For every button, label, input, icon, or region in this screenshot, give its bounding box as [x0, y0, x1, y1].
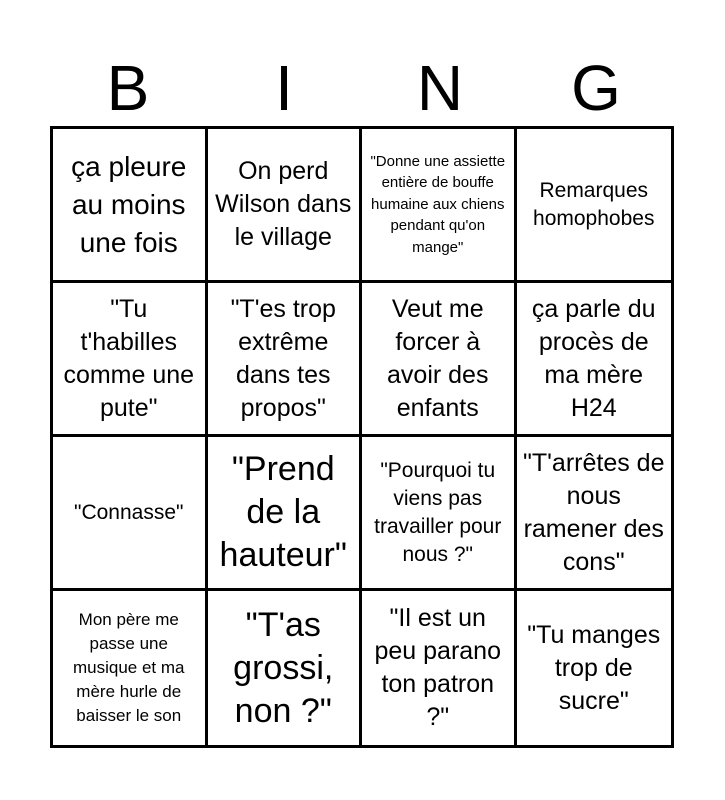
- bingo-cell[interactable]: [517, 591, 672, 745]
- title-letter-b: B: [106, 52, 150, 124]
- cell-text: "Prend de la hauteur": [219, 450, 347, 574]
- bingo-cell[interactable]: [53, 437, 208, 591]
- cell-text: "Tu manges trop de sucre": [527, 620, 661, 715]
- bingo-cell[interactable]: [517, 283, 672, 437]
- cell-text: Remarques homophobes: [533, 178, 655, 230]
- cell-text: Veut me forcer à avoir des enfants: [387, 294, 489, 422]
- cell-text: "Il est un peu parano ton patron ?": [374, 604, 501, 731]
- bingo-cell[interactable]: [362, 437, 517, 591]
- cell-text: "Tu t'habilles comme une pute": [63, 294, 195, 422]
- bingo-cell[interactable]: [208, 591, 363, 745]
- cell-text: "Donne une assiette entière de bouffe humaine aux chiens pendant qu'on mange": [370, 152, 506, 256]
- cell-text: "T'es trop extrême dans tes propos": [230, 294, 336, 422]
- bingo-cell[interactable]: [517, 437, 672, 591]
- title-letter-g: G: [571, 52, 621, 124]
- cell-text: ça pleure au moins une fois: [71, 150, 187, 258]
- cell-text: On perd Wilson dans le village: [215, 157, 352, 251]
- bingo-cell[interactable]: [208, 437, 363, 591]
- bingo-cell[interactable]: [53, 129, 208, 283]
- cell-text: "Pourquoi tu viens pas travailler pour nous ?": [374, 458, 502, 566]
- cell-text: ça parle du procès de ma mère H24: [531, 294, 656, 422]
- cell-text: "Connasse": [74, 500, 184, 524]
- cell-text: "T'arrêtes de nous ramener des cons": [523, 448, 665, 576]
- cell-text: Mon père me passe une musique et ma mère hurle de baisser le son: [73, 610, 185, 725]
- bingo-cell[interactable]: [53, 591, 208, 745]
- bingo-title: [50, 52, 674, 124]
- bingo-cell[interactable]: [53, 283, 208, 437]
- bingo-cell[interactable]: [208, 129, 363, 283]
- bingo-grid: [50, 126, 674, 748]
- bingo-cell[interactable]: [208, 283, 363, 437]
- bingo-cell[interactable]: [517, 129, 672, 283]
- bingo-cell[interactable]: [362, 129, 517, 283]
- bingo-cell[interactable]: [362, 591, 517, 745]
- cell-text: "T'as grossi, non ?": [233, 605, 334, 730]
- title-letter-n: N: [416, 52, 464, 124]
- bingo-cell[interactable]: [362, 283, 517, 437]
- title-letter-i: I: [275, 52, 293, 124]
